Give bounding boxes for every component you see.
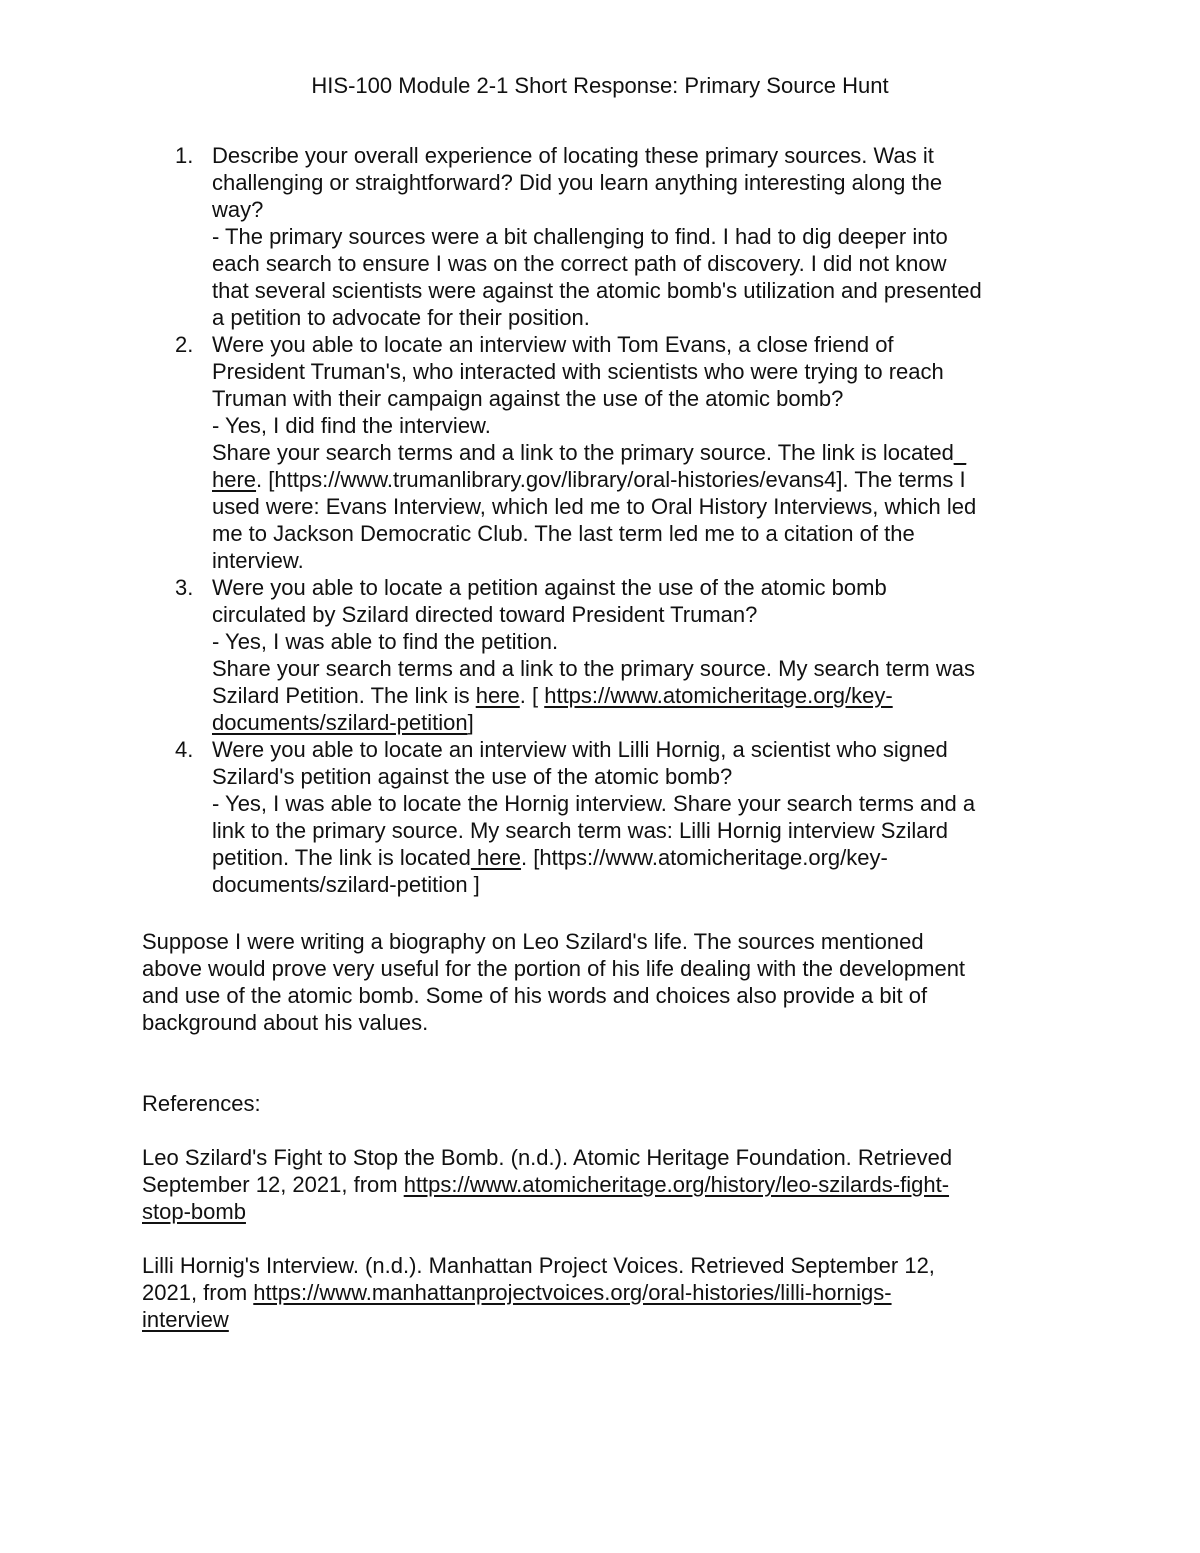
here-link[interactable]: here: [475, 683, 520, 708]
document-title: HIS-100 Module 2-1 Short Response: Primary Source Hunt: [311, 73, 889, 98]
here-link[interactable]: here: [470, 845, 522, 870]
answer-text-line: used were: Evans Interview, which led me to Oral History Interviews, which led: [212, 494, 977, 519]
question-item-1: [142, 142, 1072, 331]
answer-text-line: that several scientists were against the atomic bomb's utilization and presented: [212, 278, 982, 303]
answer-text: Szilard Petition. The link is: [212, 683, 476, 708]
question-number: 4.: [175, 737, 194, 762]
answer-text-line: Share your search terms and a link to the primary source. My search term was: [212, 656, 975, 681]
conclusion-line: Suppose I were writing a biography on Leo Szilard's life. The sources mentioned: [142, 929, 924, 954]
reference-link[interactable]: interview: [142, 1307, 229, 1332]
question-text-line: President Truman's, who interacted with scientists who were trying to reach: [212, 359, 944, 384]
answer-text: Share your search terms and a link to the primary source. The link is located: [212, 440, 954, 465]
answer-text-line: - Yes, I was able to locate the Hornig interview. Share your search terms and a: [212, 791, 976, 816]
question-text-line: Were you able to locate an interview with Lilli Hornig, a scientist who signed: [212, 737, 948, 762]
question-text-line: Were you able to locate a petition against the use of the atomic bomb: [212, 575, 887, 600]
answer-text-line: [212, 439, 1072, 466]
reference-line: [142, 1171, 1072, 1198]
conclusion-line: above would prove very useful for the portion of his life dealing with the development: [142, 956, 966, 981]
reference-link[interactable]: stop-bomb: [142, 1199, 246, 1224]
reference-line: [142, 1306, 1072, 1333]
reference-line: [142, 1198, 1072, 1225]
question-number: 1.: [175, 143, 194, 168]
answer-text: ]: [467, 710, 474, 735]
answer-text-line: documents/szilard-petition ]: [212, 872, 480, 897]
reference-text: 2021, from: [142, 1280, 254, 1305]
conclusion-line: background about his values.: [142, 1010, 429, 1035]
answer-text-line: [212, 466, 1072, 493]
reference-entry-1: [142, 1144, 1072, 1225]
question-list: [142, 142, 1072, 898]
here-link[interactable]: here: [212, 467, 257, 492]
question-text-line: way?: [212, 197, 264, 222]
reference-line: Leo Szilard's Fight to Stop the Bomb. (n.d.). Atomic Heritage Foundation. Retrieved: [142, 1145, 953, 1170]
reference-text: September 12, 2021, from: [142, 1172, 404, 1197]
answer-text-line: - The primary sources were a bit challenging to find. I had to dig deeper into: [212, 224, 948, 249]
answer-text: . [: [519, 683, 545, 708]
reference-link[interactable]: https://www.atomicheritage.org/history/leo-szilards-fight-: [403, 1172, 950, 1197]
answer-text-line: me to Jackson Democratic Club. The last term led me to a citation of the: [212, 521, 915, 546]
question-text-line: circulated by Szilard directed toward President Truman?: [212, 602, 758, 627]
question-text-line: challenging or straightforward? Did you learn anything interesting along the: [212, 170, 943, 195]
reference-line: Lilli Hornig's Interview. (n.d.). Manhattan Project Voices. Retrieved September 12,: [142, 1253, 935, 1278]
question-item-2: [142, 331, 1072, 574]
petition-link[interactable]: https://www.atomicheritage.org/key-: [544, 683, 893, 708]
link-underline[interactable]: _: [953, 440, 967, 465]
answer-text-line: each search to ensure I was on the correct path of discovery. I did not know: [212, 251, 947, 276]
reference-line: [142, 1279, 1072, 1306]
conclusion-paragraph: [142, 928, 1072, 1036]
answer-text-line: - Yes, I did find the interview.: [212, 413, 491, 438]
answer-text-line: interview.: [212, 548, 304, 573]
answer-text-line: link to the primary source. My search term was: Lilli Hornig interview Szilard: [212, 818, 949, 843]
reference-link[interactable]: https://www.manhattanprojectvoices.org/oral-histories/lilli-hornigs-: [253, 1280, 892, 1305]
question-number: 2.: [175, 332, 194, 357]
question-item-3: [142, 574, 1072, 736]
answer-text-line: [212, 709, 1072, 736]
references-heading: References:: [142, 1091, 261, 1116]
question-item-4: [142, 736, 1072, 898]
conclusion-line: and use of the atomic bomb. Some of his words and choices also provide a bit of: [142, 983, 928, 1008]
answer-text: petition. The link is located: [212, 845, 471, 870]
answer-text: . [https://www.trumanlibrary.gov/library/oral-histories/evans4]. The terms I: [256, 467, 966, 492]
petition-link[interactable]: documents/szilard-petition: [212, 710, 468, 735]
question-text-line: Truman with their campaign against the use of the atomic bomb?: [212, 386, 844, 411]
answer-text-line: - Yes, I was able to find the petition.: [212, 629, 559, 654]
question-number: 3.: [175, 575, 194, 600]
answer-text-line: a petition to advocate for their position.: [212, 305, 590, 330]
reference-entry-2: [142, 1252, 1072, 1333]
answer-text: . [https://www.atomicheritage.org/key-: [521, 845, 888, 870]
answer-text-line: [212, 844, 1072, 871]
question-text-line: Describe your overall experience of locating these primary sources. Was it: [212, 143, 934, 168]
answer-text-line: [212, 682, 1072, 709]
question-text-line: Were you able to locate an interview with Tom Evans, a close friend of: [212, 332, 894, 357]
question-text-line: Szilard's petition against the use of the atomic bomb?: [212, 764, 733, 789]
